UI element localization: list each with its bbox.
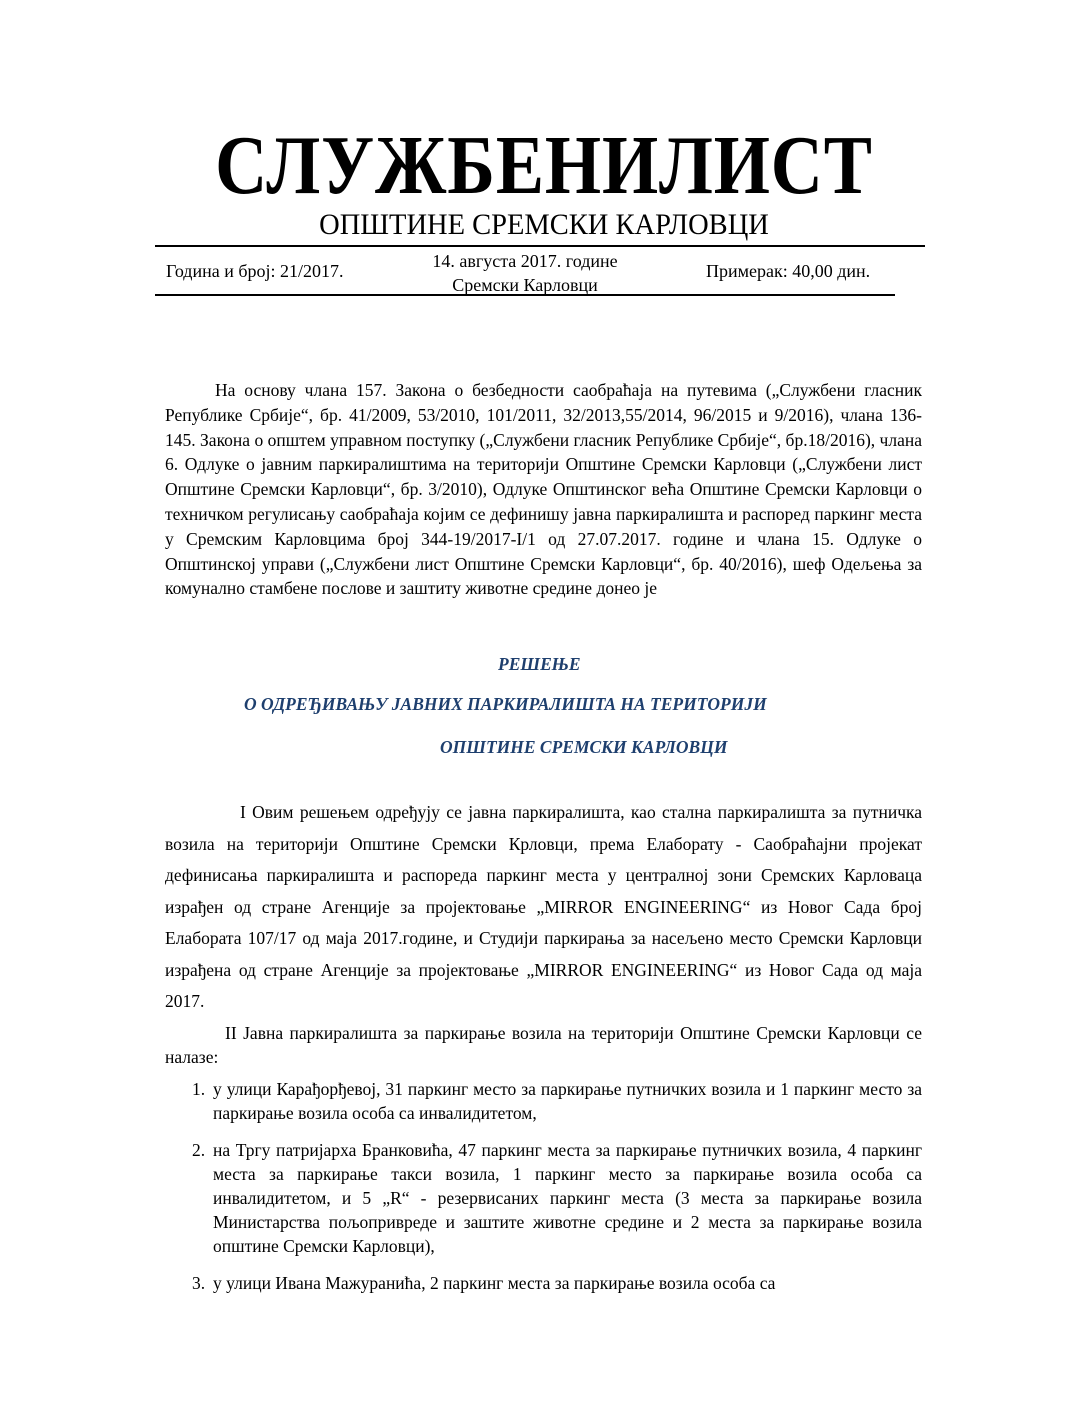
masthead-rule-top bbox=[155, 245, 925, 247]
list-item bbox=[165, 1271, 922, 1295]
masthead-subtitle: ОПШТИНЕ СРЕМСКИ КАРЛОВЦИ bbox=[319, 208, 769, 241]
list-item-text: у улици Карађорђевој, 31 паркинг место за паркирање путничких возила и 1 паркинг место за паркирање возила особа са инвалидитетом, bbox=[213, 1079, 922, 1123]
list-item bbox=[165, 1077, 922, 1125]
list-item-number: 1. bbox=[192, 1079, 206, 1099]
list-item-number: 2. bbox=[192, 1140, 206, 1160]
decision-subheading-line2: ОПШТИНЕ СРЕМСКИ КАРЛОВЦИ bbox=[440, 737, 728, 757]
masthead-title: СЛУЖБЕНИЛИСТ bbox=[215, 119, 873, 212]
decision-subheading-line1: О ОДРЕЂИВАЊУ ЈАВНИХ ПАРКИРАЛИШТА НА ТЕРИТОРИЈИ bbox=[244, 694, 767, 714]
issue-place-line: Сремски Карловци bbox=[452, 275, 598, 295]
issue-date bbox=[375, 249, 675, 297]
parking-locations-list bbox=[165, 1077, 922, 1308]
list-item-number: 3. bbox=[192, 1273, 206, 1293]
issue-date-line: 14. августа 2017. године bbox=[432, 251, 618, 271]
section-2-intro: II Јавна паркиралишта за паркирање возила на територији Општине Сремски Карловци се налазе: bbox=[165, 1023, 922, 1067]
masthead-rule-bottom bbox=[155, 294, 895, 296]
list-item-text: у улици Ивана Мажуранића, 2 паркинг места за паркирање возила особа са bbox=[213, 1273, 776, 1293]
section-1-paragraph: I Овим решењем одређују се јавна паркиралишта, као стална паркиралишта за путничка возила на територији Општине Сремски Крловци, према Елаборату - Саобраћајни пројекат дефинисања паркиралишта и распореда паркинг места у централној зони Сремских Карловаца израђен од стране Агенције за пројектовање „MIRROR ENGINEERING“ из Новог Сада број Елабората 107/17 од маја 2017.године, и Студији паркирања за насељено место Сремски Карловци израђена од стране Агенције за пројектовање „MIRROR ENGINEERING“ из Новог Сада од маја 2017. bbox=[165, 802, 922, 1011]
preamble-paragraph: На основу члана 157. Закона о безбедности саобраћаја на путевима („Службени гласник Републике Србије“, бр. 41/2009, 53/2010, 101/2011, 32/2013,55/2014, 96/2015 и 9/2016), члана 136-145. Закона о општем управном поступку („Службени гласник Републике Србије“, бр.18/2016), члана 6. Одлуке о јавним паркиралиштима на територији Општине Сремски Карловци („Службени лист Општине Сремски Карловци“, бр. 3/2010), Одлуке Општинског већа Општине Сремски Карловци о техничком регулисању саобраћаја којим се дефинишу јавна паркиралишта и распоред паркинг места у Сремским Карловцима број 344-19/2017-I/1 од 27.07.2017. године и члана 15. Одлуке о Општинској управи („Службени лист Општине Сремски Карловци“, бр. 40/2016), шеф Одељења за комунално стамбене послове и заштиту животне средине донео је bbox=[165, 380, 922, 599]
list-item-text: на Тргу патријарха Бранковића, 47 паркинг места за паркирање путничких возила, 4 паркинг места за паркирање такси возила, 1 паркинг место за паркирање возила особа са инвалидитетом, и 5 „R“ - резервисаних паркинг места (3 места за паркирање возила Министарства пољопривреде и заштите животне средине и 2 места за паркирање возила општине Сремски Карловци), bbox=[213, 1140, 922, 1256]
list-item bbox=[165, 1138, 922, 1258]
decision-heading: РЕШЕЊЕ bbox=[498, 654, 581, 674]
issue-price: Примерак: 40,00 дин. bbox=[706, 261, 871, 281]
issue-number: Година и број: 21/2017. bbox=[166, 261, 344, 281]
